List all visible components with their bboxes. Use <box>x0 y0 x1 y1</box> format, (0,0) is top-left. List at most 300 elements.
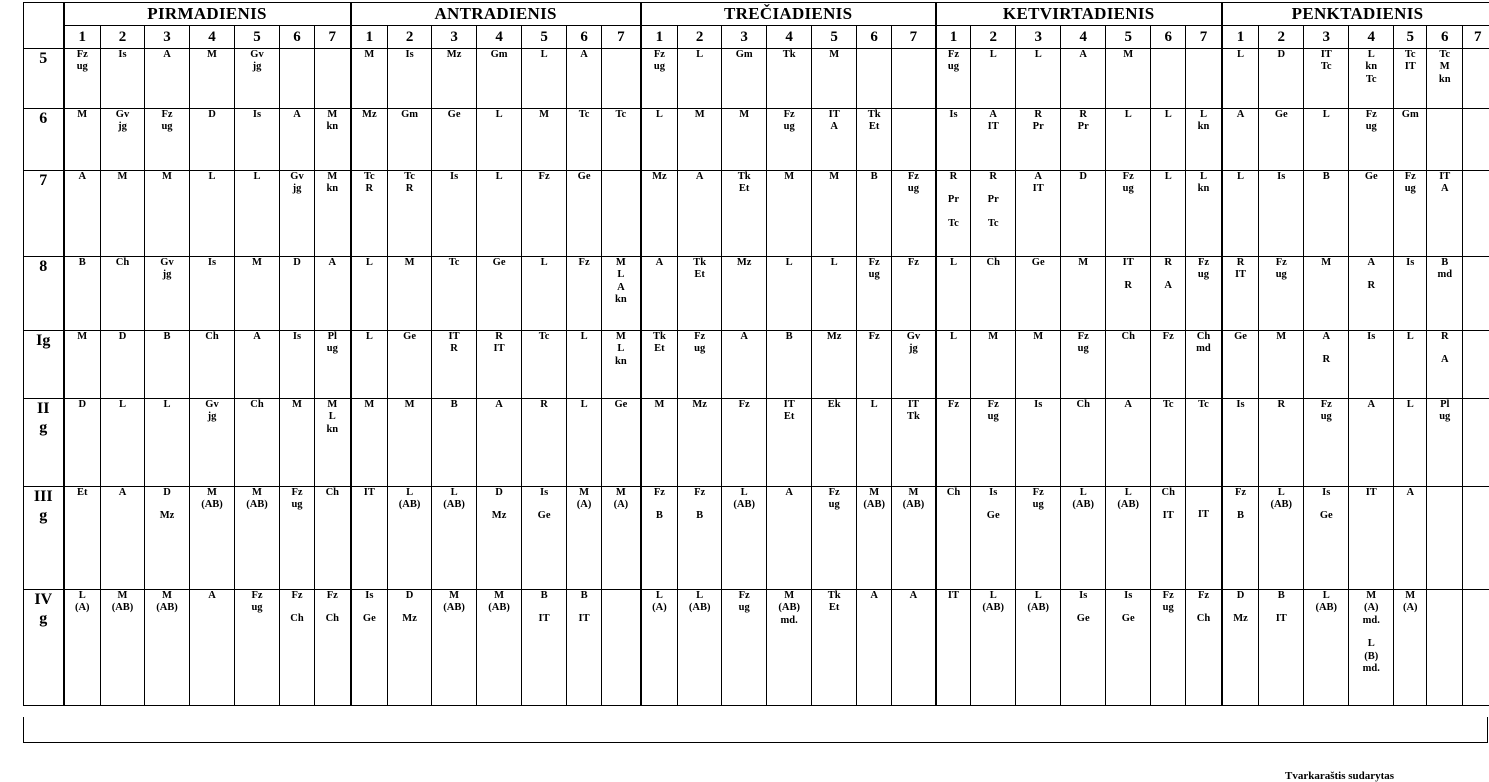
lesson-cell <box>64 331 101 399</box>
subject-code: Is <box>235 109 279 121</box>
lesson-number: 2 <box>678 26 722 49</box>
subject-code: Fz <box>1394 171 1426 183</box>
lesson-cell <box>1394 171 1427 257</box>
subject-code: Is <box>1106 590 1150 602</box>
timetable-body <box>24 49 1489 706</box>
subject-code: Et <box>767 411 811 423</box>
subject-code: Tc <box>522 331 566 343</box>
subject-code: Ch <box>315 487 350 499</box>
lesson-cell <box>64 487 101 590</box>
subject-code: R <box>1106 280 1150 292</box>
subject-code: Fz <box>280 487 314 499</box>
lesson-number: 3 <box>1304 26 1349 49</box>
subject-code: B <box>767 331 811 343</box>
subject-code: Ge <box>1016 257 1060 269</box>
subject-code: B <box>522 590 566 602</box>
lesson-cell <box>315 49 351 109</box>
subject-code: Ch <box>190 331 234 343</box>
lesson-cell <box>892 331 936 399</box>
subject-code: Fz <box>280 590 314 602</box>
lesson-cell <box>722 49 767 109</box>
subject-code: Ge <box>1106 613 1150 625</box>
subject-code: IT <box>1427 171 1462 183</box>
lesson-cell <box>1259 487 1304 590</box>
lesson-cell <box>678 590 722 706</box>
subject-code: ug <box>65 61 101 73</box>
subject-code: L <box>1349 638 1393 650</box>
subject-code: Ge <box>352 613 388 625</box>
lesson-cell <box>936 487 971 590</box>
subject-code: ug <box>892 183 935 195</box>
lesson-cell <box>1061 399 1106 487</box>
subject-code: D <box>477 487 521 499</box>
lesson-cell <box>101 49 145 109</box>
lesson-cell <box>315 257 351 331</box>
subject-code: Tc <box>352 171 388 183</box>
lesson-cell <box>522 399 567 487</box>
subject-code: A <box>567 49 601 61</box>
subject-code: M <box>352 399 388 411</box>
subject-code: (AB) <box>1061 499 1105 511</box>
subject-code: Fz <box>937 399 971 411</box>
subject-code: (B) <box>1349 651 1393 663</box>
lesson-number: 4 <box>190 26 235 49</box>
subject-code: M <box>315 109 350 121</box>
lesson-cell <box>1151 109 1186 171</box>
lesson-cell <box>812 109 857 171</box>
subject-code: Is <box>937 109 971 121</box>
lesson-cell <box>1304 171 1349 257</box>
subject-code: Is <box>1349 331 1393 343</box>
lesson-cell <box>971 590 1016 706</box>
lesson-cell <box>1463 487 1489 590</box>
subject-code: IT <box>1223 269 1259 281</box>
cell-spacer <box>1349 627 1393 638</box>
lesson-cell <box>971 109 1016 171</box>
subject-code: D <box>190 109 234 121</box>
subject-code: Tk <box>892 411 935 423</box>
lesson-cell <box>1259 49 1304 109</box>
subject-code: (AB) <box>388 499 431 511</box>
subject-code: Ge <box>477 257 521 269</box>
subject-code: M <box>892 487 935 499</box>
lesson-cell <box>812 171 857 257</box>
lesson-number: 7 <box>602 26 641 49</box>
subject-code: B <box>1223 510 1259 522</box>
lesson-cell <box>722 331 767 399</box>
subject-code: Is <box>1016 399 1060 411</box>
subject-code: L <box>567 331 601 343</box>
lesson-cell <box>936 257 971 331</box>
subject-code: IT <box>1394 61 1426 73</box>
subject-code: Tc <box>1151 399 1185 411</box>
lesson-cell <box>1394 109 1427 171</box>
subject-code: Tk <box>857 109 891 121</box>
lesson-cell <box>1349 590 1394 706</box>
lesson-cell <box>678 257 722 331</box>
lesson-cell <box>235 487 280 590</box>
lesson-cell <box>1106 399 1151 487</box>
subject-code: A <box>1061 49 1105 61</box>
lesson-cell <box>1427 331 1463 399</box>
subject-code: Fz <box>1151 331 1185 343</box>
subject-code: Et <box>722 183 766 195</box>
subject-code: L <box>567 399 601 411</box>
subject-code: Fz <box>857 257 891 269</box>
lesson-cell <box>602 331 641 399</box>
lesson-cell <box>857 590 892 706</box>
lesson-cell <box>602 590 641 706</box>
subject-code: Is <box>280 331 314 343</box>
subject-code: (AB) <box>235 499 279 511</box>
subject-code: L <box>1151 171 1185 183</box>
subject-code: L <box>642 109 678 121</box>
lesson-cell <box>190 399 235 487</box>
subject-code: kn <box>1186 183 1221 195</box>
lesson-number: 3 <box>432 26 477 49</box>
subject-code: M <box>812 171 856 183</box>
subject-code: D <box>280 257 314 269</box>
lesson-cell <box>101 257 145 331</box>
subject-code: A <box>642 257 678 269</box>
lesson-number-row <box>24 26 1489 49</box>
lesson-cell <box>641 257 678 331</box>
lesson-cell <box>280 331 315 399</box>
subject-code: kn <box>1186 121 1221 133</box>
subject-code: ug <box>1186 269 1221 281</box>
lesson-cell <box>936 399 971 487</box>
lesson-cell <box>280 590 315 706</box>
subject-code: kn <box>1427 74 1462 86</box>
lesson-cell <box>857 49 892 109</box>
subject-code: Gv <box>235 49 279 61</box>
subject-code: M <box>101 590 144 602</box>
footer-blank-row <box>23 717 1488 743</box>
lesson-cell <box>101 487 145 590</box>
subject-code: Tc <box>388 171 431 183</box>
lesson-number: 7 <box>892 26 936 49</box>
class-label-line: 8 <box>24 257 63 276</box>
subject-code: Fz <box>937 49 971 61</box>
cell-spacer <box>1304 343 1348 354</box>
lesson-cell <box>567 590 602 706</box>
lesson-cell <box>1186 590 1222 706</box>
lesson-cell <box>892 171 936 257</box>
lesson-cell <box>1061 109 1106 171</box>
subject-code: Mz <box>642 171 678 183</box>
lesson-cell <box>1394 399 1427 487</box>
lesson-cell <box>812 487 857 590</box>
lesson-cell <box>388 590 432 706</box>
subject-code: (AB) <box>1016 602 1060 614</box>
subject-code: L <box>1186 109 1221 121</box>
lesson-number: 7 <box>1463 26 1489 49</box>
lesson-cell <box>1259 331 1304 399</box>
subject-code: M <box>235 487 279 499</box>
lesson-cell <box>522 171 567 257</box>
lesson-cell <box>1222 109 1259 171</box>
lesson-number: 1 <box>64 26 101 49</box>
lesson-cell <box>1106 590 1151 706</box>
lesson-number: 3 <box>1016 26 1061 49</box>
subject-code: L <box>602 343 640 355</box>
lesson-cell <box>722 399 767 487</box>
subject-code: L <box>1259 487 1303 499</box>
subject-code: Ch <box>1186 613 1221 625</box>
subject-code: D <box>145 487 189 499</box>
subject-code: Gm <box>477 49 521 61</box>
subject-code: Fz <box>642 49 678 61</box>
subject-code: ug <box>1259 269 1303 281</box>
lesson-cell <box>1151 49 1186 109</box>
subject-code: Ch <box>1186 331 1221 343</box>
class-label-line: g <box>24 418 63 437</box>
subject-code: M <box>1349 590 1393 602</box>
subject-code: A <box>145 49 189 61</box>
lesson-number: 3 <box>145 26 190 49</box>
cell-spacer <box>1106 602 1150 613</box>
lesson-cell <box>857 257 892 331</box>
lesson-cell <box>280 487 315 590</box>
cell-spacer <box>937 207 971 218</box>
subject-code: jg <box>190 411 234 423</box>
subject-code: Ge <box>1223 331 1259 343</box>
cell-spacer <box>1106 269 1150 280</box>
subject-code: L <box>971 49 1015 61</box>
lesson-cell <box>812 399 857 487</box>
lesson-cell <box>315 109 351 171</box>
lesson-cell <box>1463 331 1489 399</box>
lesson-cell <box>101 331 145 399</box>
subject-code: R <box>1259 399 1303 411</box>
class-label-line: III <box>24 487 63 506</box>
subject-code: Ge <box>388 331 431 343</box>
subject-code: L <box>1016 590 1060 602</box>
subject-code: M <box>722 109 766 121</box>
lesson-cell <box>1186 257 1222 331</box>
cell-spacer <box>1304 499 1348 510</box>
lesson-number: 1 <box>641 26 678 49</box>
subject-code: ug <box>1349 121 1393 133</box>
lesson-cell <box>641 331 678 399</box>
subject-code: Fz <box>678 331 721 343</box>
subject-code: M <box>522 109 566 121</box>
subject-code: A <box>1106 399 1150 411</box>
subject-code: Ge <box>602 399 640 411</box>
subject-code: Pl <box>315 331 350 343</box>
subject-code: Ge <box>1259 109 1303 121</box>
subject-code: L <box>812 257 856 269</box>
lesson-cell <box>388 109 432 171</box>
subject-code: IT <box>937 590 971 602</box>
cell-spacer <box>971 499 1015 510</box>
subject-code: ug <box>1304 411 1348 423</box>
subject-code: Mz <box>388 613 431 625</box>
lesson-cell <box>477 331 522 399</box>
lesson-cell <box>1186 109 1222 171</box>
subject-code: M <box>65 331 101 343</box>
subject-code: Et <box>857 121 891 133</box>
subject-code: R <box>522 399 566 411</box>
subject-code: M <box>567 487 601 499</box>
cell-spacer <box>1223 602 1259 613</box>
lesson-cell <box>315 590 351 706</box>
cell-spacer <box>1151 269 1185 280</box>
subject-code: L <box>722 487 766 499</box>
subject-code: D <box>101 331 144 343</box>
subject-code: A <box>235 331 279 343</box>
lesson-cell <box>971 487 1016 590</box>
subject-code: (AB) <box>101 602 144 614</box>
lesson-cell <box>1304 109 1349 171</box>
lesson-number: 4 <box>767 26 812 49</box>
subject-code: R <box>477 331 521 343</box>
cell-spacer <box>1061 602 1105 613</box>
lesson-cell <box>145 487 190 590</box>
lesson-cell <box>722 257 767 331</box>
subject-code: A <box>1394 487 1426 499</box>
subject-code: M <box>1394 590 1426 602</box>
subject-code: (A) <box>642 602 678 614</box>
subject-code: Ge <box>1061 613 1105 625</box>
subject-code: ug <box>722 602 766 614</box>
class-label-line: 5 <box>24 49 63 68</box>
class-label-line: 7 <box>24 171 63 190</box>
subject-code: L <box>352 257 388 269</box>
lesson-cell <box>1349 257 1394 331</box>
subject-code: B <box>678 510 721 522</box>
subject-code: Et <box>642 343 678 355</box>
class-row <box>24 399 1489 487</box>
lesson-cell <box>1349 109 1394 171</box>
lesson-cell <box>857 171 892 257</box>
subject-code: B <box>432 399 476 411</box>
subject-code: D <box>1259 49 1303 61</box>
subject-code: Mz <box>722 257 766 269</box>
lesson-cell <box>1394 590 1427 706</box>
lesson-cell <box>1349 399 1394 487</box>
lesson-cell <box>1151 590 1186 706</box>
lesson-cell <box>1061 331 1106 399</box>
subject-code: ug <box>857 269 891 281</box>
lesson-cell <box>315 487 351 590</box>
subject-code: A <box>190 590 234 602</box>
subject-code: Tc <box>1304 61 1348 73</box>
lesson-cell <box>1151 257 1186 331</box>
subject-code: Is <box>101 49 144 61</box>
lesson-cell <box>1304 331 1349 399</box>
lesson-cell <box>432 171 477 257</box>
subject-code: Tk <box>722 171 766 183</box>
subject-code: Ge <box>522 510 566 522</box>
class-row <box>24 171 1489 257</box>
cell-spacer <box>1349 269 1393 280</box>
lesson-cell <box>1186 487 1222 590</box>
subject-code: A <box>812 121 856 133</box>
subject-code: Ch <box>1151 487 1185 499</box>
lesson-cell <box>567 171 602 257</box>
lesson-cell <box>1349 487 1394 590</box>
lesson-cell <box>857 109 892 171</box>
subject-code: Fz <box>1223 487 1259 499</box>
subject-code: IT <box>477 343 521 355</box>
subject-code: L <box>1016 49 1060 61</box>
subject-code: A <box>1427 183 1462 195</box>
subject-code: Is <box>1394 257 1426 269</box>
subject-code: Is <box>1259 171 1303 183</box>
subject-code: Gv <box>892 331 935 343</box>
lesson-cell <box>1106 487 1151 590</box>
subject-code: R <box>1151 257 1185 269</box>
class-label <box>24 590 64 706</box>
lesson-cell <box>145 109 190 171</box>
subject-code: M <box>432 590 476 602</box>
subject-code: Tk <box>767 49 811 61</box>
lesson-cell <box>235 331 280 399</box>
lesson-cell <box>145 171 190 257</box>
subject-code: ug <box>767 121 811 133</box>
lesson-cell <box>812 49 857 109</box>
class-row <box>24 257 1489 331</box>
class-row <box>24 49 1489 109</box>
lesson-cell <box>1394 331 1427 399</box>
subject-code: M <box>280 399 314 411</box>
lesson-cell <box>936 109 971 171</box>
lesson-cell <box>477 49 522 109</box>
lesson-cell <box>64 49 101 109</box>
subject-code: Tc <box>567 109 601 121</box>
lesson-cell <box>678 109 722 171</box>
subject-code: Fz <box>1259 257 1303 269</box>
subject-code: Et <box>678 269 721 281</box>
subject-code: A <box>1349 257 1393 269</box>
lesson-number: 7 <box>315 26 351 49</box>
lesson-cell <box>567 257 602 331</box>
subject-code: Gm <box>388 109 431 121</box>
class-row <box>24 590 1489 706</box>
lesson-cell <box>522 331 567 399</box>
subject-code: Fz <box>857 331 891 343</box>
lesson-cell <box>1427 257 1463 331</box>
subject-code: M <box>65 109 101 121</box>
subject-code: Tc <box>432 257 476 269</box>
lesson-cell <box>1151 171 1186 257</box>
subject-code: L <box>235 171 279 183</box>
cell-spacer <box>1223 499 1259 510</box>
subject-code: Pr <box>1061 121 1105 133</box>
subject-code: IT <box>812 109 856 121</box>
lesson-number: 5 <box>522 26 567 49</box>
cell-spacer <box>971 183 1015 194</box>
subject-code: (AB) <box>1259 499 1303 511</box>
subject-code: jg <box>101 121 144 133</box>
subject-code: M <box>1304 257 1348 269</box>
subject-code: Tc <box>1427 49 1462 61</box>
lesson-cell <box>351 171 388 257</box>
subject-code: IT <box>1016 183 1060 195</box>
lesson-cell <box>1016 49 1061 109</box>
lesson-number: 5 <box>1106 26 1151 49</box>
subject-code: L <box>1304 590 1348 602</box>
lesson-cell <box>432 590 477 706</box>
subject-code: md <box>1186 343 1221 355</box>
cell-spacer <box>145 499 189 510</box>
subject-code: M <box>388 257 431 269</box>
subject-code: M <box>602 331 640 343</box>
subject-code: Fz <box>567 257 601 269</box>
subject-code: Ch <box>937 487 971 499</box>
subject-code: IT <box>767 399 811 411</box>
